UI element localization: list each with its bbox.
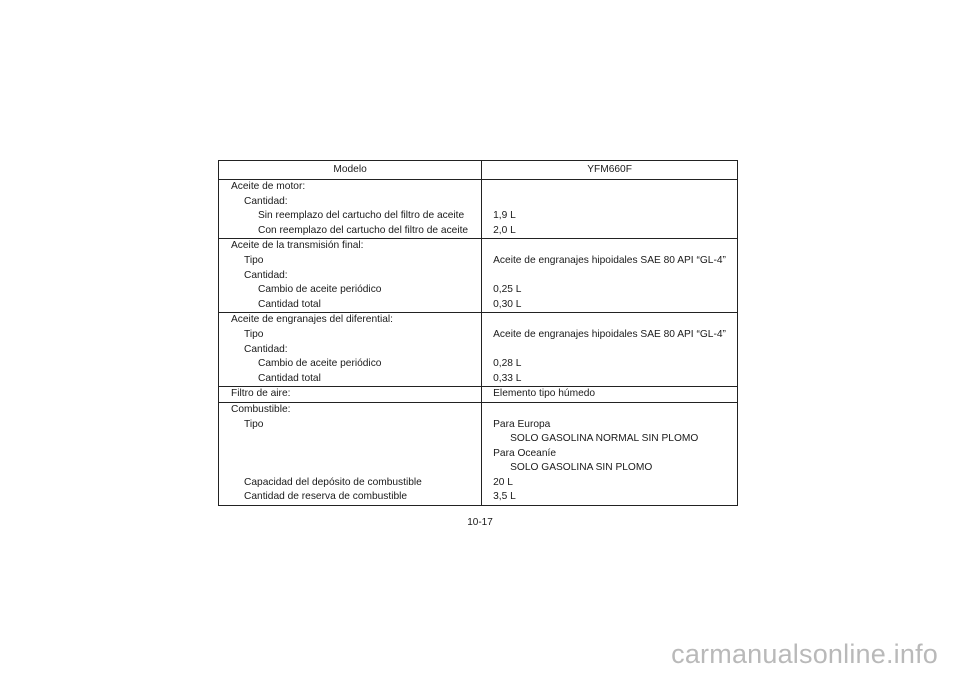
table-row [219,357,738,372]
spec-label [219,432,482,447]
spec-value: 0,28 L [482,357,738,372]
spec-label: Filtro de aire: [219,387,482,403]
spec-value [482,239,738,254]
spec-label [219,447,482,462]
spec-value: SOLO GASOLINA SIN PLOMO [482,461,738,476]
spec-value [482,269,738,284]
spec-label: Tipo [219,254,482,269]
spec-value: Elemento tipo húmedo [482,387,738,403]
spec-value: 0,33 L [482,372,738,387]
table-row [219,298,738,313]
table-row [219,254,738,269]
spec-label: Combustible: [219,402,482,417]
page-number: 10-17 [467,517,493,528]
spec-label: Capacidad del depósito de combustible [219,476,482,491]
spec-value: 20 L [482,476,738,491]
spec-value: 0,30 L [482,298,738,313]
spec-value: 1,9 L [482,209,738,224]
table-row [219,209,738,224]
spec-table-body [219,161,738,506]
table-row [219,372,738,387]
spec-label: Sin reemplazo del cartucho del filtro de aceite [219,209,482,224]
table-row [219,402,738,417]
header-model-cell: YFM660F [482,161,738,180]
table-row [219,195,738,210]
spec-label: Cantidad total [219,298,482,313]
spec-label: Tipo [219,328,482,343]
spec-label: Tipo [219,418,482,433]
spec-label: Cantidad total [219,372,482,387]
table-row [219,343,738,358]
spec-label: Con reemplazo del cartucho del filtro de aceite [219,224,482,239]
spec-value [482,195,738,210]
table-row [219,387,738,403]
table-row [219,180,738,195]
table-row [219,476,738,491]
spec-label: Aceite de motor: [219,180,482,195]
table-row [219,313,738,328]
table-row [219,490,738,505]
spec-label: Cantidad: [219,343,482,358]
spec-value [482,313,738,328]
spec-value: Aceite de engranajes hipoidales SAE 80 API “GL-4” [482,254,738,269]
spec-value [482,343,738,358]
spec-value: 2,0 L [482,224,738,239]
watermark: carmanualsonline.info [671,639,938,669]
spec-label: Cambio de aceite periódico [219,357,482,372]
spec-label: Aceite de engranajes del diferential: [219,313,482,328]
table-row [219,418,738,433]
spec-value: SOLO GASOLINA NORMAL SIN PLOMO [482,432,738,447]
table-header-row [219,161,738,180]
table-row [219,239,738,254]
spec-label: Cantidad: [219,195,482,210]
table-row [219,432,738,447]
spec-label: Cambio de aceite periódico [219,283,482,298]
spec-table [218,160,738,506]
table-row [219,283,738,298]
spec-value [482,402,738,417]
table-row [219,447,738,462]
spec-label: Cantidad: [219,269,482,284]
spec-label: Cantidad de reserva de combustible [219,490,482,505]
spec-value: Para Europa [482,418,738,433]
spec-value: 0,25 L [482,283,738,298]
header-label-cell: Modelo [219,161,482,180]
spec-label: Aceite de la transmisión final: [219,239,482,254]
table-row [219,328,738,343]
spec-value: Para Oceaníe [482,447,738,462]
table-row [219,269,738,284]
spec-value: Aceite de engranajes hipoidales SAE 80 API “GL-4” [482,328,738,343]
spec-value: 3,5 L [482,490,738,505]
table-row [219,461,738,476]
spec-label [219,461,482,476]
table-row [219,224,738,239]
spec-value [482,180,738,195]
